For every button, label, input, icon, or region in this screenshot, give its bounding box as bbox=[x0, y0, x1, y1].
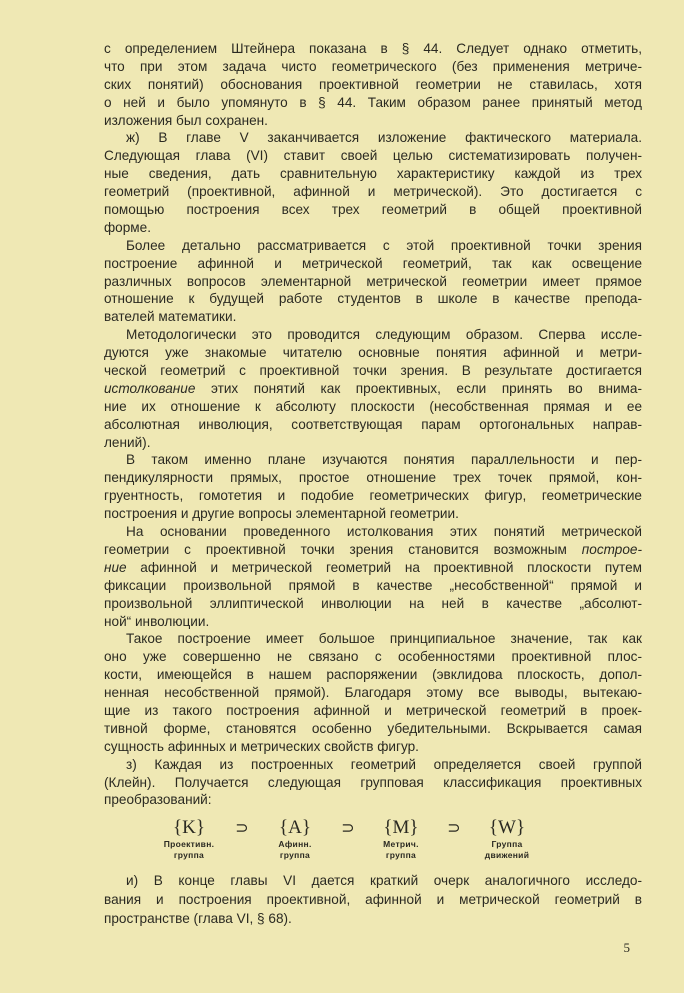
text-line: лений). bbox=[104, 434, 151, 450]
text-line: дуются уже знакомые читателю основные понятия афинной и метри- bbox=[104, 345, 642, 361]
text-line: различных вопросов элементарной метрической геометрии имеет прямое bbox=[104, 273, 642, 289]
text-segment: афинной и метрической геометрий на проективной плоскости путем bbox=[126, 559, 642, 575]
paragraph bbox=[104, 326, 642, 451]
text-line: Такое построение имеет большое принципиальное значение, так как bbox=[126, 631, 642, 647]
text-line: изложения был сохранен. bbox=[104, 112, 268, 128]
text-line: ные сведения, дать сравнительную характеристику каждой из трех bbox=[104, 166, 642, 182]
group-label: Проективн. bbox=[163, 839, 215, 850]
text-line bbox=[104, 559, 642, 577]
group-motions bbox=[468, 817, 546, 861]
group-symbol: {K} bbox=[173, 817, 205, 839]
superset-symbol: ⊃ bbox=[341, 818, 355, 838]
group-label: движений bbox=[484, 850, 530, 861]
group-label: Метрич. bbox=[383, 839, 419, 850]
text-line: ненная несобственной прямой). Благодаря этому все выводы, вытекаю- bbox=[104, 685, 642, 701]
text-line: ние их отношение к абсолюту плоскости (несобственная прямая и ее bbox=[104, 398, 642, 414]
text-line: вателей математики. bbox=[104, 309, 237, 325]
text-line bbox=[104, 380, 642, 398]
text-line: абсолютная инволюция, соответствующая парам ортогональных направ- bbox=[104, 416, 642, 432]
text-line: произвольной эллиптической инволюции на ней в качестве „абсолют- bbox=[104, 595, 642, 611]
text-line: что при этом задача чисто геометрического (без применения метриче- bbox=[104, 58, 642, 74]
emphasized-term: построе- bbox=[581, 541, 642, 557]
text-line: (Клейн). Получается следующая групповая классификация проективных bbox=[104, 774, 642, 790]
superset-symbol: ⊃ bbox=[235, 818, 249, 838]
text-line: отношение к будущей работе студентов в школе в качестве препода- bbox=[104, 291, 642, 307]
group-label: группа bbox=[279, 850, 311, 861]
group-symbol: {W} bbox=[488, 817, 526, 839]
paragraph bbox=[104, 237, 642, 326]
paragraph bbox=[104, 630, 642, 755]
text-line: Следующая глава (VI) ставит своей целью систематизировать получен- bbox=[104, 148, 642, 164]
group-classification-formula bbox=[150, 817, 642, 861]
text-line: построение афинной и метрической геометрий, так как освещение bbox=[104, 255, 642, 271]
text-line bbox=[104, 541, 642, 559]
text-line: вания и построения проективной, афинной и метрической геометрий в bbox=[104, 892, 642, 908]
page bbox=[104, 40, 642, 956]
text-segment: геометрии с проективной точки зрения становится возможным bbox=[104, 541, 582, 557]
group-metric bbox=[362, 817, 440, 861]
page-number: 5 bbox=[623, 940, 630, 956]
text-line: геометрий (проективной, афинной и метрической). Это достигается с bbox=[104, 184, 642, 200]
text-line: преобразований: bbox=[104, 792, 212, 808]
group-label: группа bbox=[385, 850, 417, 861]
group-symbol: {A} bbox=[279, 817, 311, 839]
text-line: форме. bbox=[104, 219, 151, 235]
group-label: группа bbox=[173, 850, 205, 861]
text-line: построения и другие вопросы элементарной геометрии. bbox=[104, 506, 459, 522]
text-segment: этих понятий как проективных, если принять во внима- bbox=[195, 380, 642, 396]
paragraph-i bbox=[104, 871, 642, 928]
text-line: пространстве (глава VI, § 68). bbox=[104, 911, 292, 927]
superset-symbol: ⊃ bbox=[447, 818, 461, 838]
emphasized-term: истолкование bbox=[104, 380, 196, 396]
text-line: ж) В главе V заканчивается изложение фактического материала. bbox=[126, 130, 642, 146]
text-line: кости, имеющейся в нашем распоряжении (эвклидова плоскость, допол- bbox=[104, 667, 642, 683]
text-line: ной“ инволюции. bbox=[104, 613, 210, 629]
body-text bbox=[104, 40, 642, 809]
group-symbol: {M} bbox=[383, 817, 419, 839]
text-line: В таком именно плане изучаются понятия параллельности и пер- bbox=[126, 452, 642, 468]
text-line: сущность афинных и метрических свойств фигур. bbox=[104, 738, 419, 754]
text-line: с определением Штейнера показана в § 44. Следует однако отметить, bbox=[104, 41, 642, 56]
group-affine bbox=[256, 817, 334, 861]
emphasized-term: ние bbox=[104, 559, 127, 575]
text-line: На основании проведенного истолкования этих понятий метрической bbox=[126, 524, 642, 540]
group-label: Афинн. bbox=[278, 839, 312, 850]
group-label: Группа bbox=[491, 839, 523, 850]
text-line: и) В конце главы VI дается краткий очерк аналогичного исследо- bbox=[126, 873, 642, 889]
text-line: пендикулярности прямых, простое отношение трех точек прямой, кон- bbox=[104, 470, 642, 486]
text-line: Методологически это проводится следующим образом. Сперва иссле- bbox=[126, 327, 642, 343]
text-line: фиксации произвольной прямой в качестве „несобственной“ прямой и bbox=[104, 577, 642, 593]
paragraph bbox=[104, 40, 642, 129]
text-line: помощью построения всех трех геометрий в общей проективной bbox=[104, 202, 642, 218]
text-line: груентность, гомотетия и подобие геометрических фигур, геометрические bbox=[104, 488, 642, 504]
paragraph bbox=[104, 129, 642, 236]
text-line: щие из такого построения афинной и метрической геометрий в проек- bbox=[104, 702, 642, 718]
text-line: оно уже совершенно не связано с особенностями проективной плос- bbox=[104, 649, 642, 665]
text-line: Более детально рассматривается с этой проективной точки зрения bbox=[126, 237, 642, 253]
group-projective bbox=[150, 817, 228, 861]
paragraph bbox=[104, 523, 642, 630]
text-line: з) Каждая из построенных геометрий определяется своей группой bbox=[126, 756, 642, 772]
paragraph bbox=[104, 756, 642, 810]
text-line: ческой геометрий с проективной точки зрения. В результате достигается bbox=[104, 363, 642, 379]
paragraph bbox=[104, 451, 642, 523]
text-line: тивной форме, становятся особенно убедительными. Вскрывается самая bbox=[104, 720, 642, 736]
text-line: о ней и было упомянуто в § 44. Таким образом ранее принятый метод bbox=[104, 94, 642, 110]
text-line: ских понятий) обоснования проективной геометрии не ставилась, хотя bbox=[104, 76, 642, 92]
